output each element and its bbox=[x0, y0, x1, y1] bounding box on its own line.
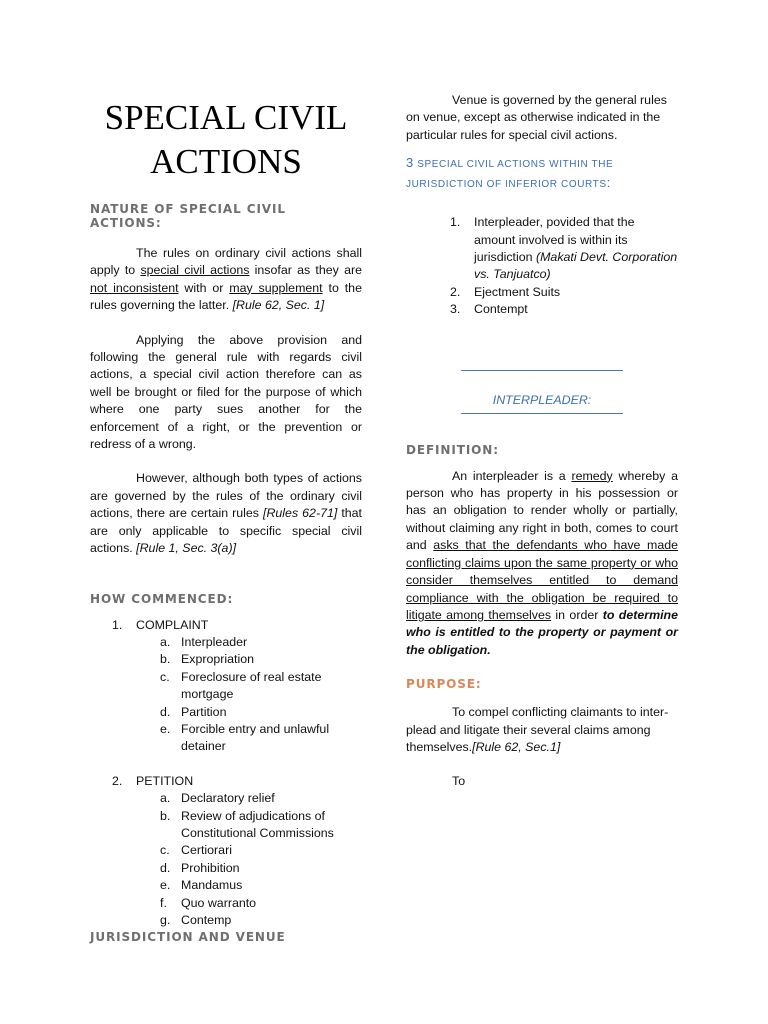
citation: (Makati Devt. Corporation vs. Tanjuatco) bbox=[474, 250, 678, 282]
right-column bbox=[406, 92, 678, 791]
list-item bbox=[136, 721, 362, 756]
list-number: 3. bbox=[450, 302, 461, 317]
citation: [Rule 62, Sec.1] bbox=[472, 739, 561, 754]
list-item bbox=[136, 860, 362, 877]
list-text: Declaratory relief bbox=[181, 791, 275, 806]
list-item bbox=[90, 773, 362, 930]
list-text: Expropriation bbox=[181, 652, 255, 667]
list-item bbox=[406, 284, 678, 301]
list-letter: g. bbox=[160, 913, 171, 927]
text-run: An interpleader is a bbox=[452, 468, 572, 483]
underlined-term: special civil actions bbox=[140, 263, 250, 278]
list-text: Review of adjudications of Constitutional Commissions bbox=[181, 808, 334, 840]
list-item bbox=[90, 617, 362, 756]
list-letter: d. bbox=[160, 704, 171, 719]
list-item bbox=[406, 214, 678, 284]
text-run: that are only applicable to specific special civil actions. bbox=[90, 506, 362, 556]
underlined-term: not inconsistent bbox=[90, 280, 179, 295]
nature-heading: NATURE OF SPECIAL CIVIL ACTIONS: bbox=[90, 202, 286, 230]
purpose-paragraph-2: To bbox=[452, 774, 466, 789]
list-number: 2. bbox=[112, 773, 123, 788]
page-title: SPECIAL CIVIL ACTIONS bbox=[104, 98, 348, 181]
list-text: Forcible entry and unlawful detainer bbox=[181, 721, 330, 754]
list-text: Ejectment Suits bbox=[474, 284, 561, 299]
heading-text: SPECIAL CIVIL ACTIONS WITHIN THE JURISDICTION OF INFERIOR COURTS bbox=[406, 159, 614, 191]
jurisdiction-venue-heading: JURISDICTION AND VENUE bbox=[90, 930, 286, 945]
list-text: Quo warranto bbox=[181, 895, 257, 910]
list-text: Partition bbox=[181, 704, 227, 719]
list-text: Contempt bbox=[474, 302, 528, 317]
list-number: 1. bbox=[112, 617, 123, 632]
purpose-paragraph bbox=[406, 704, 678, 756]
list-item bbox=[136, 634, 362, 651]
list-text: Interpleader bbox=[181, 634, 248, 649]
emphasized-text: to determine who is entitled to the property or payment or the obligation. bbox=[406, 607, 678, 657]
list-letter: a. bbox=[160, 791, 171, 806]
interpleader-top-rule bbox=[461, 370, 623, 371]
inferior-courts-heading bbox=[406, 154, 678, 194]
list-letter: e. bbox=[160, 721, 171, 736]
list-text: Prohibition bbox=[181, 860, 240, 875]
underlined-term: may supplement bbox=[229, 280, 323, 295]
definition-heading: DEFINITION: bbox=[406, 442, 499, 457]
list-label: COMPLAINT bbox=[136, 617, 209, 632]
commenced-list bbox=[90, 617, 362, 930]
complaint-sublist bbox=[136, 634, 362, 756]
list-label: PETITION bbox=[136, 773, 194, 788]
list-text: Interpleader, povided that the amount involved is within its jurisdiction bbox=[474, 215, 635, 265]
text-run: The rules on ordinary civil actions shall apply to bbox=[90, 246, 362, 278]
inferior-courts-list bbox=[406, 214, 678, 318]
list-letter: b. bbox=[160, 808, 171, 823]
petition-sublist bbox=[136, 790, 362, 929]
underlined-term: remedy bbox=[571, 468, 613, 483]
list-number: 1. bbox=[450, 215, 461, 230]
list-item bbox=[136, 790, 362, 807]
list-text: Certiorari bbox=[181, 843, 232, 858]
list-letter: c. bbox=[160, 843, 170, 858]
text-run: insofar as they are bbox=[249, 263, 362, 278]
list-letter: b. bbox=[160, 652, 171, 667]
spacer bbox=[406, 319, 678, 393]
nature-paragraph-3 bbox=[90, 470, 362, 557]
list-item bbox=[136, 651, 362, 668]
nature-paragraph-1 bbox=[90, 245, 362, 315]
text-run: whereby a person who has property in his possession or has an obligation to render wholly or partially, without claiming any right in both, comes to court and bbox=[406, 468, 678, 553]
definition-paragraph bbox=[406, 468, 678, 659]
list-item bbox=[136, 842, 362, 859]
text-run: to the rules governing the latter. bbox=[90, 280, 362, 313]
text-run: To compel conflicting claimants to inter-plead and litigate their several claims among themselves. bbox=[406, 705, 669, 754]
list-letter: f. bbox=[160, 895, 167, 910]
list-item bbox=[136, 669, 362, 704]
text-run: with or bbox=[178, 280, 230, 295]
list-text: Mandamus bbox=[181, 878, 243, 893]
text-run: in order bbox=[551, 607, 603, 622]
list-item bbox=[136, 877, 362, 894]
list-text: Foreclosure of real estate mortgage bbox=[181, 669, 322, 702]
citation: [Rules 62-71] bbox=[263, 506, 338, 521]
list-letter: c. bbox=[160, 669, 170, 684]
heading-colon: : bbox=[606, 175, 611, 191]
how-commenced-heading: HOW COMMENCED: bbox=[90, 591, 234, 606]
citation: [Rule 62, Sec. 1] bbox=[232, 298, 325, 313]
interpleader-bottom-rule bbox=[461, 413, 623, 414]
interpleader-heading: INTERPLEADER: bbox=[492, 392, 592, 407]
purpose-heading: PURPOSE: bbox=[406, 677, 482, 692]
underlined-term: asks that the defendants who have made conflicting claims upon the same property or who consider themselves entitled to demand compliance with the obligation be required to litigate among themselves bbox=[406, 538, 678, 622]
nature-paragraph-2: Applying the above provision and following the general rule with regards civil actions, a special civil action therefore can as well be brought or filed for the purpose of which where one party sues another for the enforcement of a right, or the prevention or redress of a wrong. bbox=[90, 332, 362, 452]
citation: [Rule 1, Sec. 3(a)] bbox=[136, 541, 237, 556]
list-item bbox=[136, 912, 362, 929]
list-number: 2. bbox=[450, 284, 461, 299]
list-item bbox=[136, 704, 362, 721]
list-letter: e. bbox=[160, 878, 171, 893]
list-letter: a. bbox=[160, 634, 171, 649]
list-text: Contemp bbox=[181, 913, 232, 927]
list-item bbox=[136, 808, 362, 843]
heading-number: 3 bbox=[406, 155, 414, 171]
venue-paragraph: Venue is governed by the general rules on venue, except as otherwise indicated in the particular rules for special civil actions. bbox=[406, 93, 667, 142]
list-letter: d. bbox=[160, 860, 171, 875]
text-run: However, although both types of actions are governed by the rules of the ordinary civil actions, there are certain rules bbox=[90, 471, 362, 521]
list-item bbox=[136, 895, 362, 912]
left-column bbox=[90, 92, 362, 944]
list-item bbox=[406, 301, 678, 318]
